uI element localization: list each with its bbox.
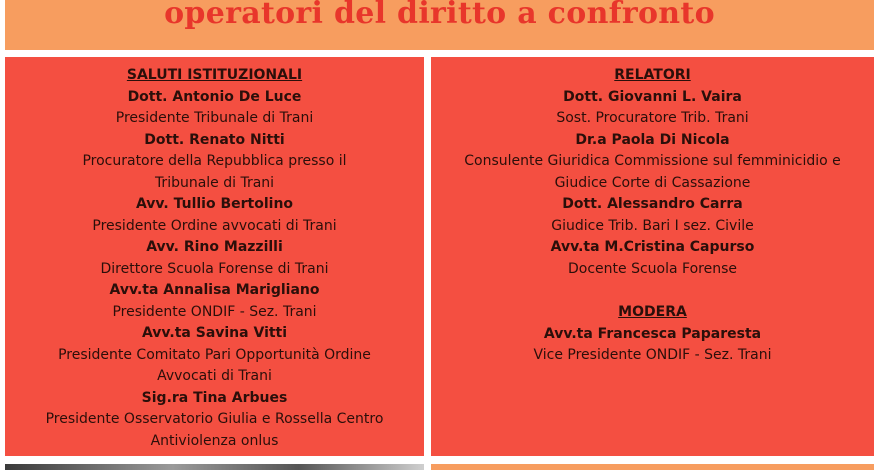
speaker-name: Avv.ta M.Cristina Capurso: [550, 239, 755, 255]
page-title: operatori del diritto a confronto: [164, 0, 715, 31]
speaker-name: Avv. Tullio Bertolino: [135, 196, 294, 212]
speaker-name: Dott. Antonio De Luce: [127, 88, 302, 105]
speaker-role: Direttore Scuola Forense di Trani: [100, 260, 329, 277]
speaker-name: Sig.ra Tina Arbues: [141, 389, 288, 406]
speaker-role: Giudice Corte di Cassazione: [554, 174, 751, 191]
speakers-panel: [431, 57, 874, 456]
speaker-name: Dott. Alessandro Carra: [562, 196, 743, 212]
speaker-name: Dott. Renato Nitti: [144, 131, 285, 148]
spacer: [431, 280, 874, 302]
moderator-name: Avv.ta Francesca Paparesta: [543, 325, 762, 342]
speaker-name: Dr.a Paola Di Nicola: [575, 131, 730, 148]
speaker-role: Antiviolenza onlus: [150, 432, 279, 449]
speaker-name: Dott. Giovanni L. Vaira: [563, 88, 742, 105]
speaker-name: Avv. Rino Mazzilli: [146, 239, 283, 255]
speaker-role: Giudice Trib. Bari I sez. Civile: [551, 217, 754, 234]
speaker-name: Avv.ta Savina Vitti: [141, 325, 288, 341]
speaker-role: Presidente Comitato Pari Opportunità Ordine: [58, 346, 371, 363]
speaker-role: Avvocati di Trani: [157, 368, 272, 384]
speaker-role: Presidente Ordine avvocati di Trani: [92, 217, 337, 234]
moderator-heading: MODERA: [618, 304, 687, 320]
moderator-role: Vice Presidente ONDIF - Sez. Trani: [533, 347, 772, 363]
speaker-name: Avv.ta Annalisa Marigliano: [109, 282, 320, 298]
section-heading: SALUTI ISTITUZIONALI: [126, 67, 303, 83]
institutional-greetings-panel: [5, 57, 424, 456]
speaker-role: Presidente Tribunale di Trani: [115, 110, 314, 126]
speaker-role: Procuratore della Repubblica presso il: [82, 153, 347, 169]
section-heading: RELATORI: [614, 67, 691, 83]
photo-strip: [5, 464, 424, 470]
speaker-role: Presidente Osservatorio Giulia e Rossella Centro: [45, 411, 384, 427]
speaker-role: Tribunale di Trani: [154, 174, 275, 191]
bottom-banner-strip: [431, 464, 874, 470]
speaker-role: Consulente Giuridica Commissione sul femminicidio e: [464, 153, 841, 169]
title-banner: [5, 0, 874, 50]
speaker-role: Docente Scuola Forense: [568, 260, 737, 277]
speaker-role: Presidente ONDIF - Sez. Trani: [112, 303, 317, 320]
speaker-role: Sost. Procuratore Trib. Trani: [556, 110, 749, 126]
